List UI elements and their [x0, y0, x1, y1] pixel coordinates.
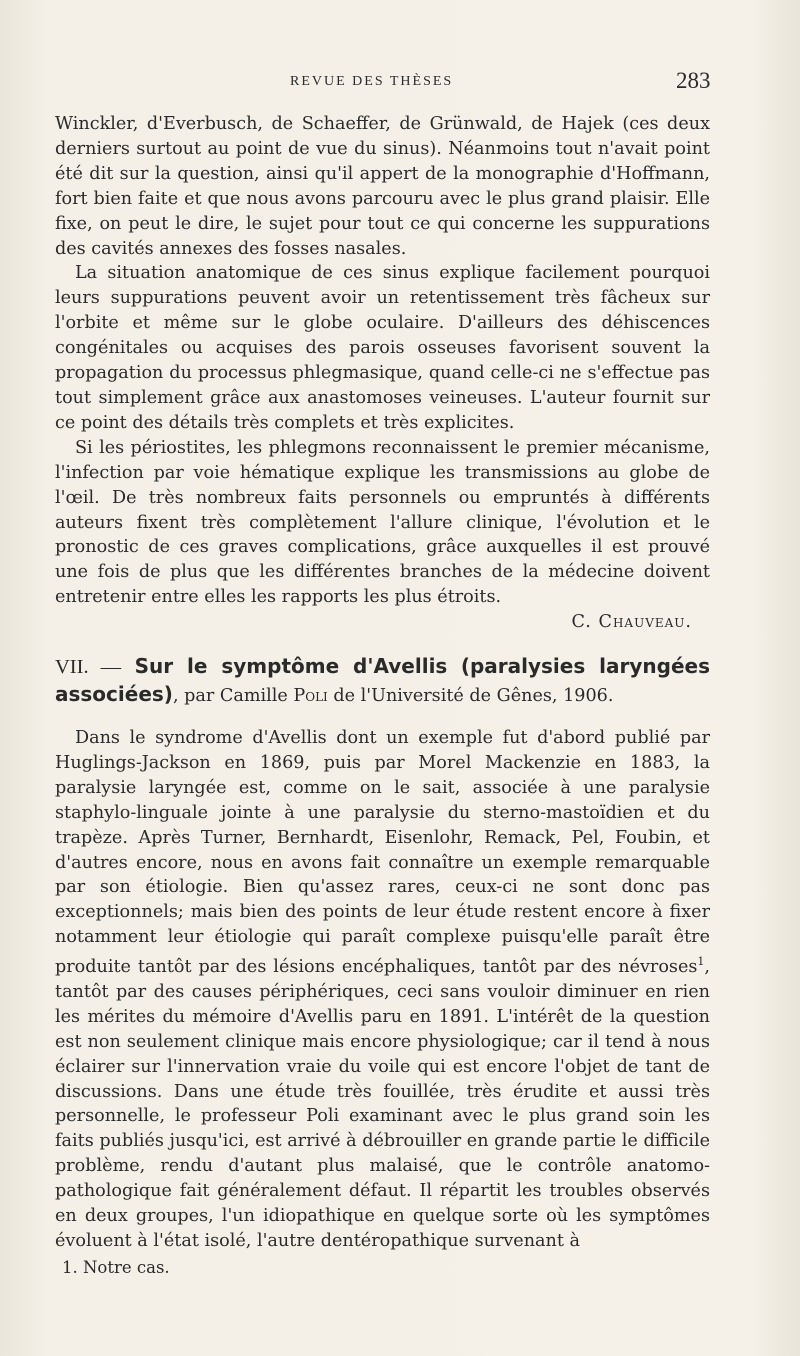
section-number: VII. —: [55, 656, 122, 679]
author-name: Poli: [293, 686, 328, 707]
footnote: 1. Notre cas.: [62, 1258, 170, 1277]
body-paragraph: Winckler, d'Everbusch, de Schaeffer, de Grünwald, de Hajek (ces deux derniers surtout au point de vue du sinus). Néanmoins tout n'avait point été dit sur la question, ainsi qu'il appert de la monographie d'Hoffmann, fort bien faite et que nous avons parcouru avec le plus grand plaisir. Elle fixe, on peut le dire, le sujet pour tout ce qui concerne les suppurations des cavités annexes des fosses nasales.: [55, 114, 710, 259]
page-number: 283: [676, 68, 711, 93]
section-heading: [55, 653, 710, 710]
page-body: [55, 112, 710, 1254]
section-title-parenthetical: (paralysies laryngées associées): [55, 654, 710, 707]
footnote-marker: 1: [697, 955, 705, 969]
page-header: [0, 68, 800, 98]
body-paragraph: Si les périostites, les phlegmons reconnaissent le premier mécanisme, l'infection par voie hématique explique les transmissions au globe de l'œil. De très nombreux faits personnels ou empruntés à différents auteurs fixent très complètement l'allure clinique, l'évolution et le pronostic de ces graves complications, grâce auxquelles il est prouvé une fois de plus que les différentes branches de la médecine doivent entretenir entre elles les rapports les plus étroits.: [55, 437, 710, 608]
section-title: Sur le symptôme d'Avellis: [134, 654, 448, 679]
byline-prefix: , par Camille: [172, 686, 294, 707]
section-paragraph: [55, 726, 710, 1254]
section-text-before-note: Dans le syndrome d'Avellis dont un exemple fut d'abord publié par Huglings-Jackson en 1869, puis par Morel Mackenzie en 1883, la paralysie laryngée est, comme on le sait, associée à une paralysie staphylo-linguale jointe à une paralysie du sterno-mastoïdien et du trapèze. Après Turner, Bernhardt, Eisenlohr, Remack, Pel, Foubin, et d'autres encore, nous en avons fait connaître un exemple remarquable par son étiologie. Bien qu'assez rares, ceux-ci ne sont donc pas exceptionnels; mais bien des points de leur étude restent encore à fixer notamment leur étiologie qui paraît complexe puisqu'elle paraît être produite tantôt par des lésions encéphaliques, tantôt par des névroses: [55, 728, 710, 978]
section-text-after-note: , tantôt par des causes périphériques, ceci sans vouloir diminuer en rien les mérites du mémoire d'Avellis paru en 1891. L'intérêt de la question est non seulement clinique mais encore physiologique; car il tend à nous éclairer sur l'innervation vraie du voile qui est encore l'objet de tant de discussions. Dans une étude très fouillée, très érudite et aussi très personnelle, le professeur Poli examinant avec le plus grand soin les faits publiés jusqu'ici, est arrivé à débrouiller en grande partie le difficile problème, rendu d'autant plus malaisé, que le contrôle anatomo-pathologique fait généralement défaut. Il répartit les troubles observés en deux groupes, l'un idiopathique en quelque sorte où les symptômes évoluent à l'état isolé, l'autre dentéropathique survenant à: [55, 957, 710, 1252]
signature: C. Chauveau.: [571, 612, 692, 633]
body-paragraph: La situation anatomique de ces sinus explique facilement pourquoi leurs suppurations peuvent avoir un retentissement très fâcheux sur l'orbite et même sur le globe oculaire. D'ailleurs des déhiscences congénitales ou acquises des parois osseuses favorisent souvent la propagation du processus phlegmasique, quand celle-ci ne s'effectue pas tout simplement grâce aux anastomoses veineuses. L'auteur fournit sur ce point des détails très complets et très explicites.: [55, 263, 710, 433]
byline-suffix: de l'Université de Gênes, 1906.: [327, 686, 614, 707]
running-title: REVUE DES THÈSES: [290, 74, 454, 89]
